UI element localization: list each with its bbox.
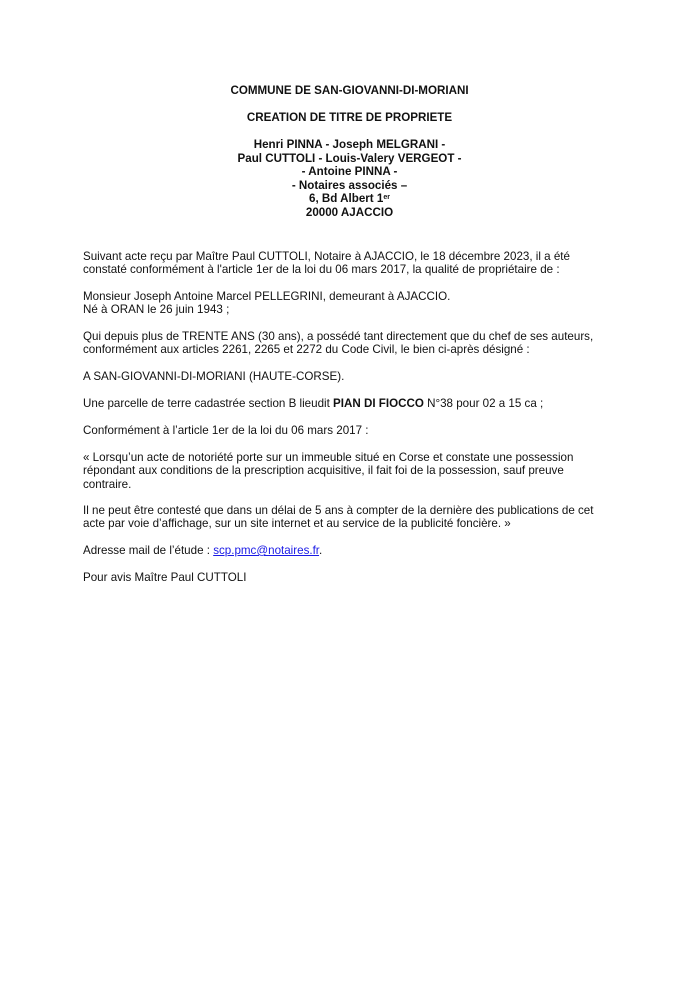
text-line: répondant aux conditions de la prescription acquisitive, il fait foi de la possession, sauf preuve	[83, 464, 564, 478]
address-line-1	[0, 192, 699, 206]
address-line-2: 20000 AJACCIO	[305, 205, 394, 219]
paragraph-owner	[83, 290, 628, 317]
text-line: constaté conformément à l'article 1er de la loi du 06 mars 2017, la qualité de propriétaire de :	[83, 263, 560, 277]
text-span: Une parcelle de terre cadastrée section B lieudit	[83, 397, 334, 410]
paragraph-email	[83, 544, 628, 557]
text-span: .	[319, 544, 323, 557]
paragraph-possession	[83, 330, 628, 357]
address-street: 6, Bd Albert 1	[309, 192, 384, 205]
paragraph-deed	[83, 250, 628, 277]
paragraph-signature: Pour avis Maître Paul CUTTOLI	[83, 571, 247, 584]
document-title: CREATION DE TITRE DE PROPRIETE	[246, 111, 453, 124]
notary-block	[0, 138, 699, 219]
text-line: Né à ORAN le 26 juin 1943 ;	[83, 303, 230, 317]
text-line: Il ne peut être contesté que dans un délai de 5 ans à compter de la dernière des publications de cet	[83, 504, 594, 517]
paragraph-parcel	[83, 397, 628, 410]
text-line: « Lorsqu’un acte de notoriété porte sur un immeuble situé en Corse et constate une possession	[83, 451, 574, 464]
parcel-name: PIAN DI FIOCCO	[333, 397, 424, 410]
email-link[interactable]: scp.pmc@notaires.fr	[213, 544, 320, 557]
paragraph-law-reference: Conformément à l’article 1er de la loi du 06 mars 2017 :	[83, 424, 369, 437]
notaries-line-2: Paul CUTTOLI - Louis-Valery VERGEOT -	[237, 151, 462, 165]
text-line: conformément aux articles 2261, 2265 et 2272 du Code Civil, le bien ci-après désigné :	[83, 343, 530, 357]
text-line: contraire.	[83, 477, 132, 491]
text-span: N°38 pour 02 a 15 ca ;	[423, 397, 544, 410]
notaries-line-4: - Notaires associés –	[291, 178, 408, 192]
commune-heading: COMMUNE DE SAN-GIOVANNI-DI-MORIANI	[230, 84, 469, 97]
paragraph-contest	[83, 504, 628, 531]
text-span: Adresse mail de l’étude :	[83, 544, 214, 557]
text-line: acte par voie d’affichage, sur un site internet et au service de la publicité foncière. »	[83, 517, 511, 531]
paragraph-location: A SAN-GIOVANNI-DI-MORIANI (HAUTE-CORSE).	[83, 370, 345, 383]
text-line: Qui depuis plus de TRENTE ANS (30 ans), a possédé tant directement que du chef de ses auteurs,	[83, 330, 594, 343]
paragraph-quote	[83, 451, 628, 491]
notaries-line-1: Henri PINNA - Joseph MELGRANI -	[253, 138, 446, 151]
notaries-line-3: - Antoine PINNA -	[301, 165, 398, 178]
text-line: Monsieur Joseph Antoine Marcel PELLEGRINI, demeurant à AJACCIO.	[83, 290, 451, 303]
address-superscript: er	[383, 194, 390, 201]
text-line: Suivant acte reçu par Maître Paul CUTTOLI, Notaire à AJACCIO, le 18 décembre 2023, il a été	[83, 250, 570, 263]
